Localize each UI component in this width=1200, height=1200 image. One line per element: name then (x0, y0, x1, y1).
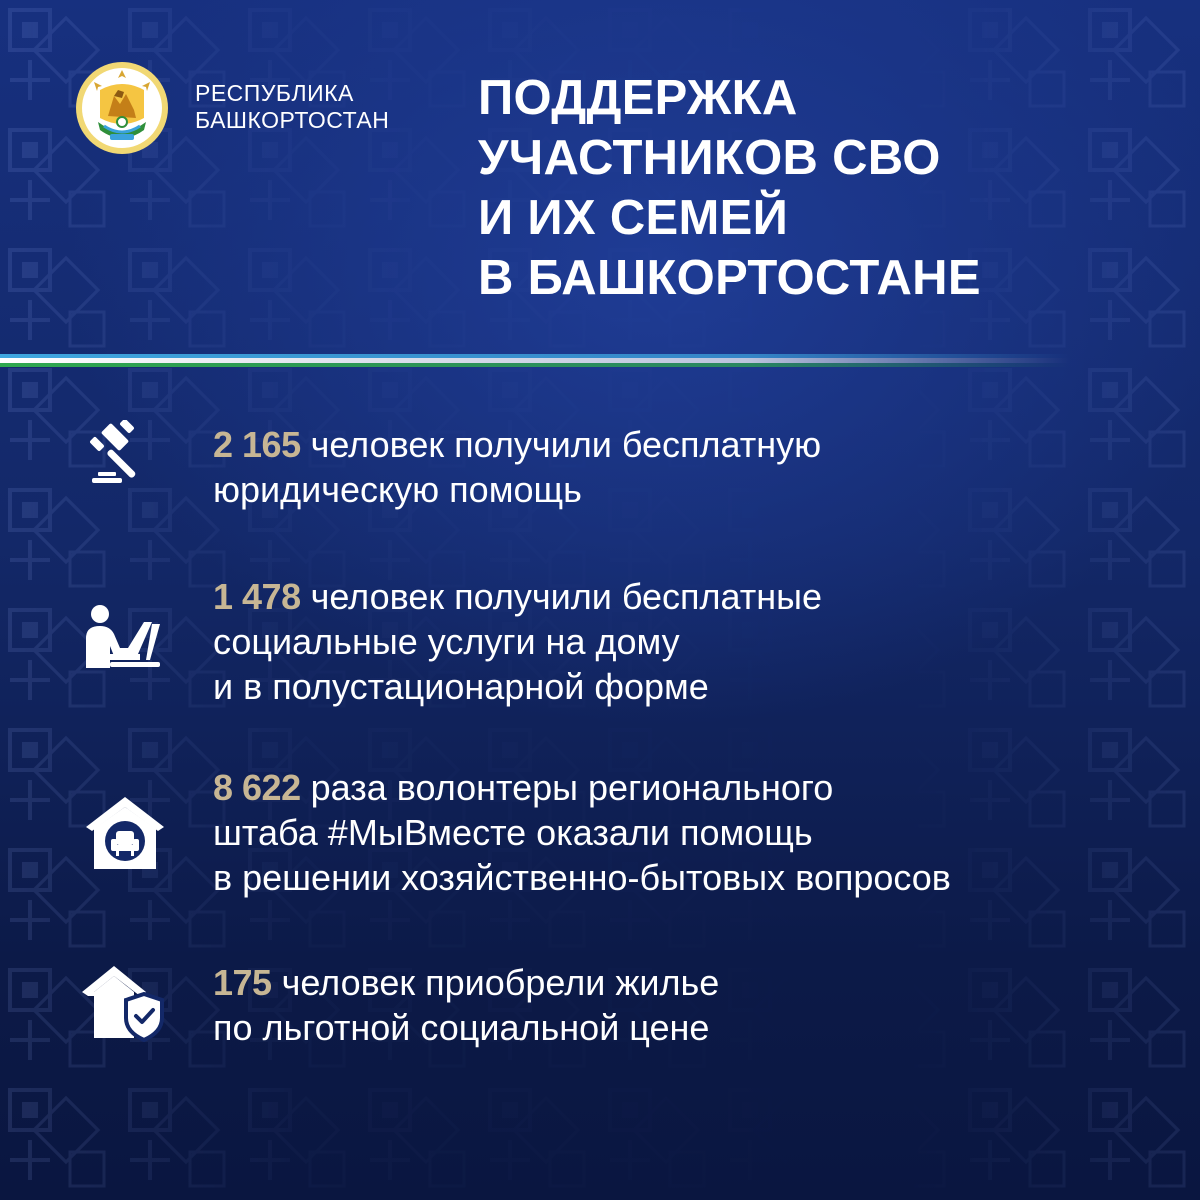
stat-text (213, 574, 1173, 709)
stat-line-1-text: человек получили бесплатную (300, 424, 822, 465)
stat-line-1 (213, 574, 1173, 619)
stat-line-2: юридическую помощь (213, 469, 582, 510)
title-line-1: ПОДДЕРЖКА (478, 71, 798, 125)
stat-line-1-text: человек приобрели жилье (271, 962, 720, 1003)
stat-line-3: в решении хозяйственно-бытовых вопросов (213, 857, 951, 898)
stat-text (213, 422, 1173, 512)
title-line-3: И ИХ СЕМЕЙ (478, 191, 789, 245)
stat-line-2: по льготной социальной цене (213, 1007, 710, 1048)
republic-line-2: БАШКОРТОСТАН (195, 107, 390, 133)
stat-line-2: социальные услуги на дому (213, 621, 680, 662)
stat-text (213, 960, 1173, 1050)
person-at-laptop-icon (80, 598, 170, 678)
page-title (478, 68, 981, 308)
stat-line-2: штаба #МыВместе оказали помощь (213, 812, 813, 853)
stat-line-1-text: человек получили бесплатные (300, 576, 823, 617)
stat-text (213, 765, 1173, 900)
gavel-icon (80, 420, 170, 500)
stat-line-1 (213, 422, 1173, 467)
stat-line-3: и в полустационарной форме (213, 666, 709, 707)
stat-line-1 (213, 765, 1173, 810)
stat-number: 2 165 (213, 424, 301, 465)
stat-line-1-text: раза волонтеры регионального (300, 767, 834, 808)
republic-name (195, 80, 389, 134)
stat-number: 8 622 (213, 767, 301, 808)
tricolor-divider (0, 352, 1070, 372)
republic-line-1: РЕСПУБЛИКА (195, 80, 354, 106)
title-line-4: В БАШКОРТОСТАНЕ (478, 251, 981, 305)
coat-of-arms-emblem (74, 60, 170, 156)
title-line-2: УЧАСТНИКОВ СВО (478, 131, 941, 185)
stat-line-1 (213, 960, 1173, 1005)
house-shield-icon (80, 962, 170, 1042)
stat-number: 1 478 (213, 576, 301, 617)
stat-number: 175 (213, 962, 272, 1003)
house-armchair-icon (80, 793, 170, 873)
